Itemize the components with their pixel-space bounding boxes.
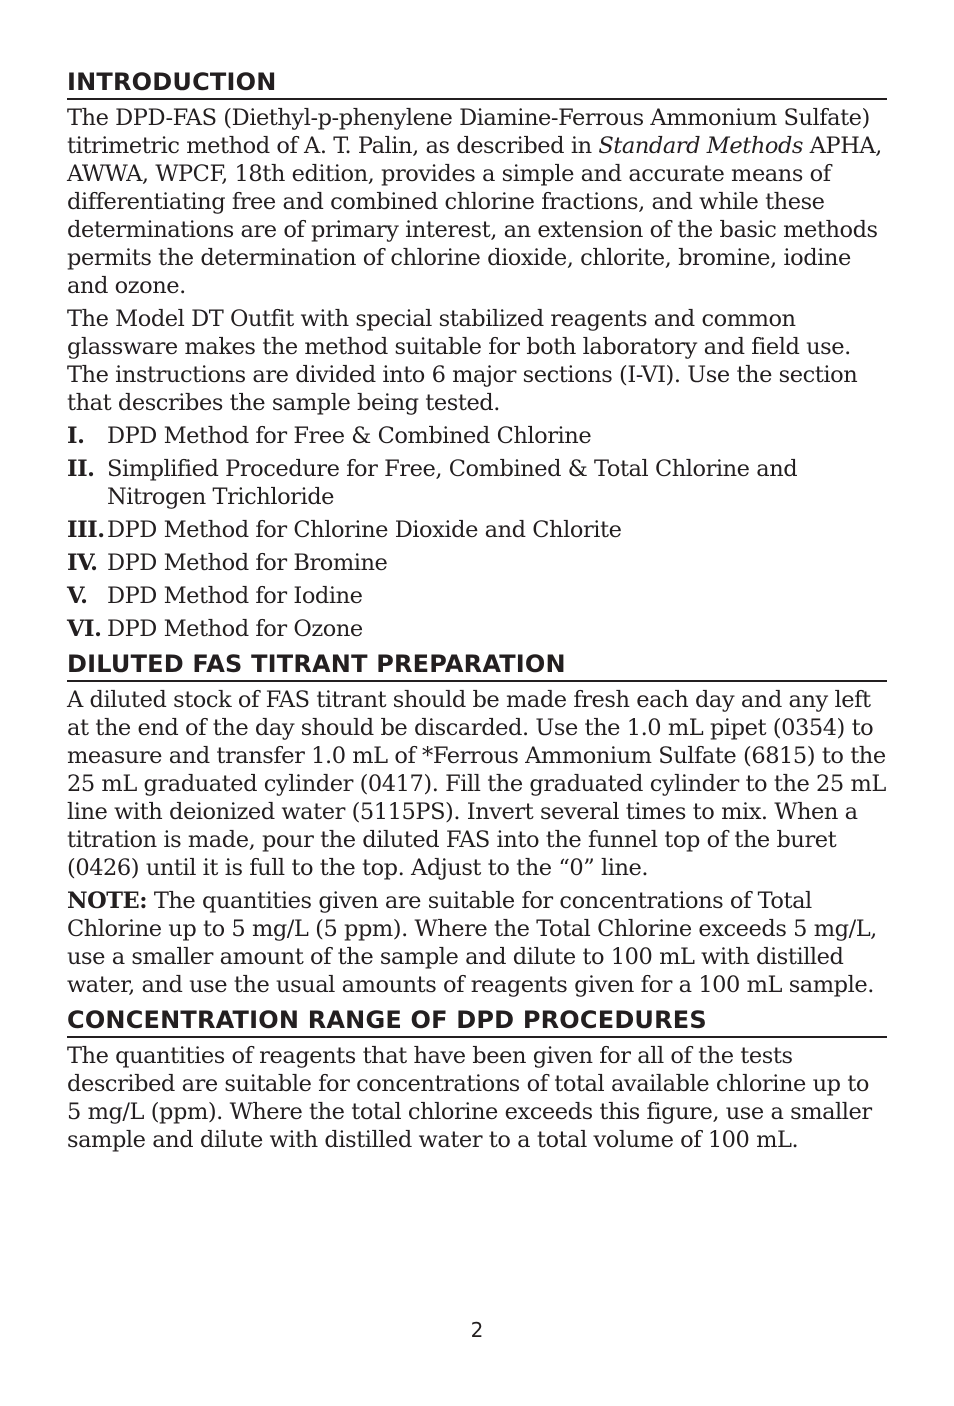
fas-note-paragraph <box>67 887 887 999</box>
page-number: 2 <box>470 1318 484 1342</box>
section-item-ii <box>67 455 887 511</box>
section-title: DPD Method for Bromine <box>107 550 388 576</box>
section-numeral: II. <box>67 456 95 482</box>
section-title: DPD Method for Iodine <box>107 583 363 609</box>
section-title: DPD Method for Chlorine Dioxide and Chlorite <box>107 517 622 543</box>
section-numeral: I. <box>67 423 85 449</box>
introduction-paragraph-1 <box>67 104 887 300</box>
section-title: DPD Method for Ozone <box>107 616 363 642</box>
section-numeral: IV. <box>67 550 98 576</box>
note-text: The quantities given are suitable for concentrations of Total Chlorine up to 5 mg/L (5 ppm). Where the Total Chlorine exceeds 5 mg/L, use a smaller amount of the sample and dilute to 100 mL with distilled water, and use the usual amounts of reagents given for a 100 mL sample. <box>67 888 877 998</box>
fas-titrant-paragraph: A diluted stock of FAS titrant should be made fresh each day and any left at the end of the day should be discarded. Use the 1.0 mL pipet (0354) to measure and transfer 1.0 mL of *Ferrous Ammonium Sulfate (6815) to the 25 mL graduated cylinder (0417). Fill the graduated cylinder to the 25 mL line with deionized water (5115PS). Invert several times to mix. When a titration is made, pour the diluted FAS into the funnel top of the buret (0426) until it is full to the top. Adjust to the “0” line. <box>67 687 886 881</box>
introduction-text-b: APHA, AWWA, WPCF, 18th edition, provides a simple and accurate means of differentiating free and combined chlorine fractions, and while these determinations are of primary interest, an extension of the basic methods permits the determination of chlorine dioxide, chlorite, bromine, iodine and ozone. <box>67 133 882 299</box>
section-item-vi <box>67 615 887 643</box>
section-item-i <box>67 422 887 450</box>
section-numeral: III. <box>67 517 105 543</box>
sections-list <box>67 422 887 643</box>
note-label: NOTE: <box>67 888 148 914</box>
fas-titrant-heading: DILUTED FAS TITRANT PREPARATION <box>67 648 887 682</box>
section-numeral: V. <box>67 583 88 609</box>
introduction-heading: INTRODUCTION <box>67 66 887 100</box>
section-title: Simplified Procedure for Free, Combined & Total Chlorine and Nitrogen Trichloride <box>107 456 798 510</box>
document-page <box>67 66 887 1159</box>
section-item-iii <box>67 516 887 544</box>
section-numeral: VI. <box>67 616 102 642</box>
standard-methods-italic: Standard Methods <box>598 133 803 159</box>
section-title: DPD Method for Free & Combined Chlorine <box>107 423 592 449</box>
section-item-v <box>67 582 887 610</box>
introduction-paragraph-2: The Model DT Outfit with special stabilized reagents and common glassware makes the method suitable for both laboratory and field use. The instructions are divided into 6 major sections (I-VI). Use the section that describes the sample being tested. <box>67 306 858 416</box>
introduction-text-a: The DPD-FAS (Diethyl-p-phenylene Diamine-Ferrous Ammonium Sulfate) titrimetric method of A. T. Palin, as described in <box>67 105 870 159</box>
concentration-range-paragraph: The quantities of reagents that have been given for all of the tests described are suitable for concentrations of total available chlorine up to 5 mg/L (ppm). Where the total chlorine exceeds this figure, use a smaller sample and dilute with distilled water to a total volume of 100 mL. <box>67 1043 872 1153</box>
section-item-iv <box>67 549 887 577</box>
concentration-range-heading: CONCENTRATION RANGE OF DPD PROCEDURES <box>67 1004 887 1038</box>
